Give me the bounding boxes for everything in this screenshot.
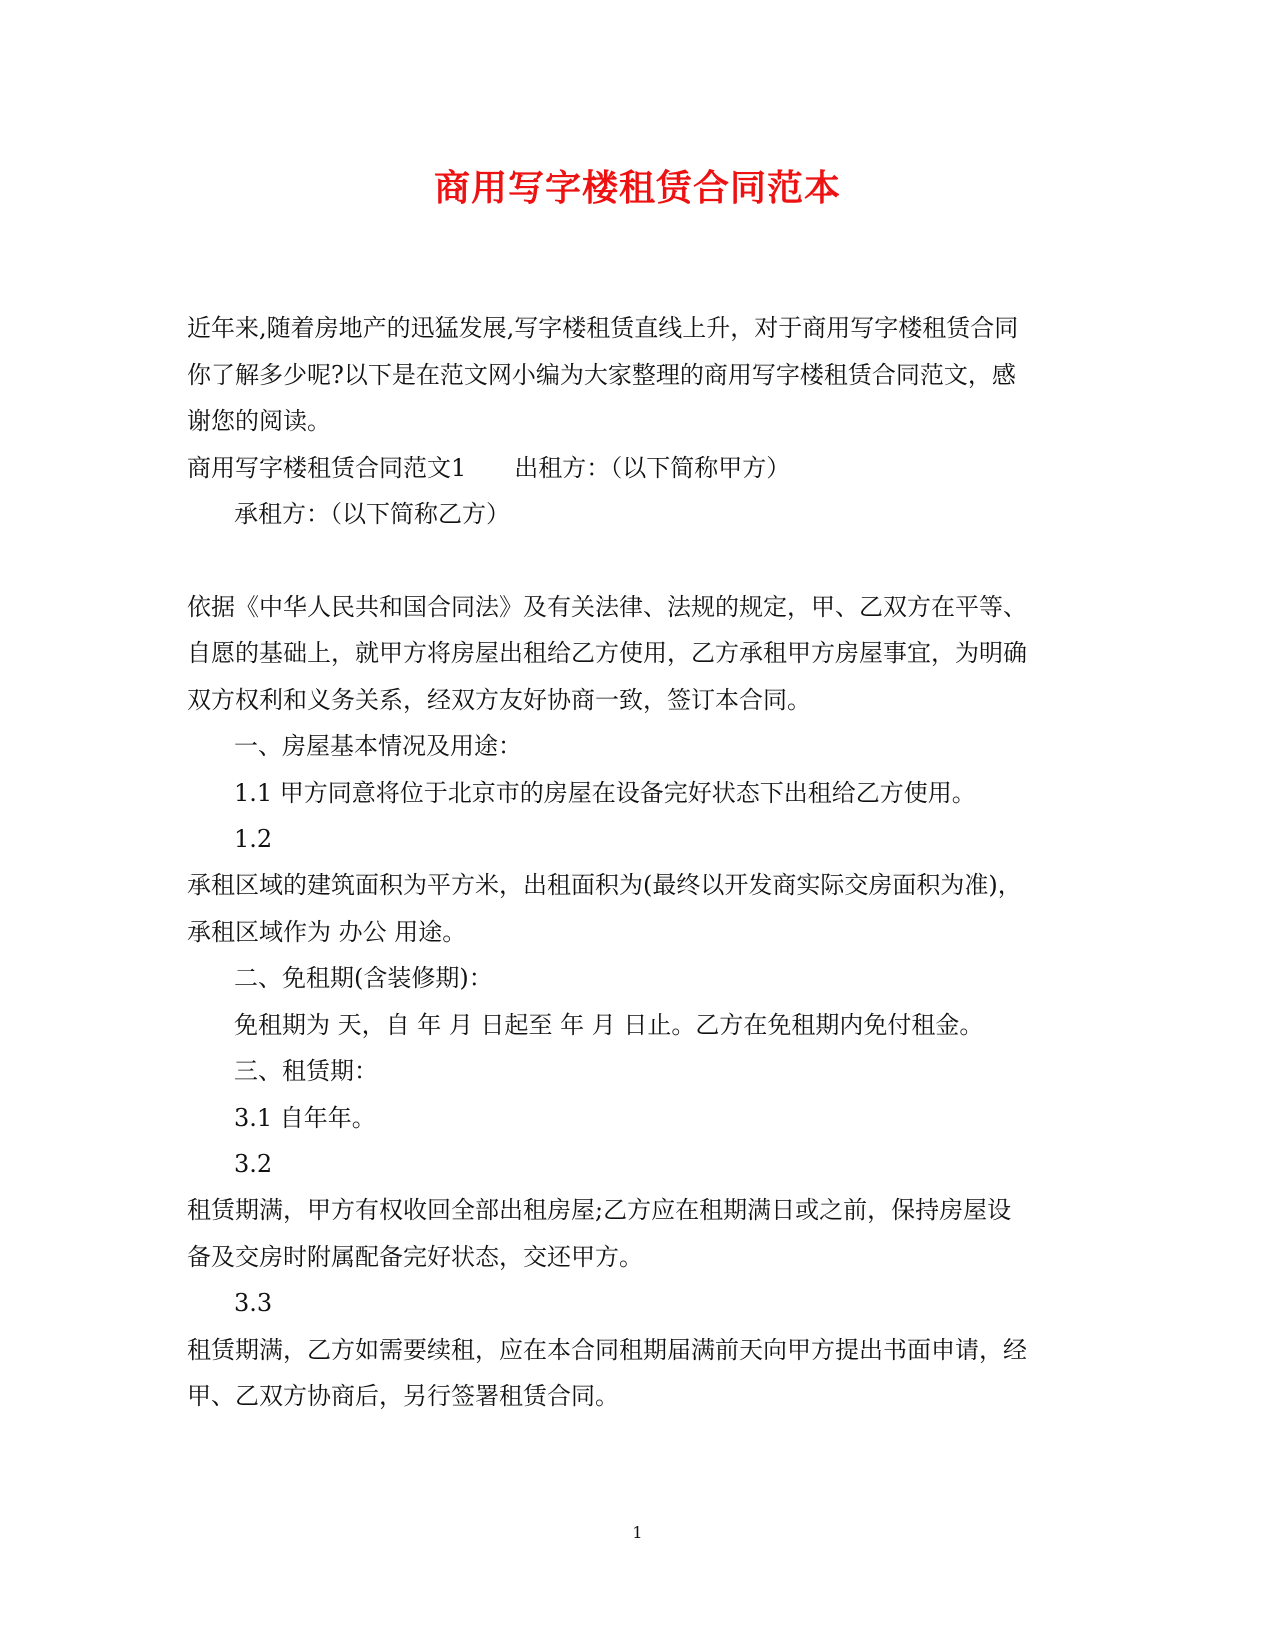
clause-number: 3.3: [234, 1289, 273, 1317]
document-title: 商用写字楼租赁合同范本: [433, 167, 841, 209]
paragraph-line: 双方权利和义务关系，经双方友好协商一致，签订本合同。: [187, 686, 811, 714]
paragraph-line: 租赁期满，甲方有权收回全部出租房屋;乙方应在租期满日或之前，保持房屋设: [187, 1196, 1012, 1224]
paragraph-line: 甲、乙双方协商后，另行签署租赁合同。: [187, 1382, 619, 1410]
paragraph-line: 谢您的阅读。: [187, 407, 331, 435]
paragraph-line: 3.1 自年年。: [234, 1104, 376, 1132]
paragraph-line: 免租期为 天，自 年 月 日起至 年 月 日止。乙方在免租期内免付租金。: [234, 1011, 984, 1039]
paragraph-line: 1.1 甲方同意将位于北京市的房屋在设备完好状态下出租给乙方使用。: [234, 779, 976, 807]
paragraph-line: 近年来,随着房地产的迅猛发展,写字楼租赁直线上升，对于商用写字楼租赁合同: [187, 314, 1019, 342]
section-heading: 三、租赁期：: [234, 1057, 378, 1085]
clause-number: 1.2: [234, 825, 273, 853]
paragraph-line: 你了解多少呢?以下是在范文网小编为大家整理的商用写字楼租赁合同范文，感: [187, 361, 1016, 389]
paragraph-line: 自愿的基础上，就甲方将房屋出租给乙方使用，乙方承租甲方房屋事宜，为明确: [187, 639, 1027, 667]
paragraph-line: 承租区域的建筑面积为平方米，出租面积为(最终以开发商实际交房面积为准)，: [187, 871, 1022, 899]
paragraph-line: 依据《中华人民共和国合同法》及有关法律、法规的规定，甲、乙双方在平等、: [187, 593, 1027, 621]
paragraph-line: 租赁期满，乙方如需要续租，应在本合同租期届满前天向甲方提出书面申请，经: [187, 1336, 1027, 1364]
paragraph-line: 商用写字楼租赁合同范文1 出租方：（以下简称甲方）: [187, 454, 791, 482]
paragraph-line: 备及交房时附属配备完好状态，交还甲方。: [187, 1243, 643, 1271]
paragraph-line: 承租区域作为 办公 用途。: [187, 918, 467, 946]
section-heading: 一、房屋基本情况及用途：: [234, 732, 522, 760]
section-heading: 二、免租期(含装修期)：: [234, 964, 493, 992]
page-number: 1: [632, 1523, 643, 1542]
clause-number: 3.2: [234, 1150, 273, 1178]
paragraph-line: 承租方：（以下简称乙方）: [234, 500, 510, 528]
